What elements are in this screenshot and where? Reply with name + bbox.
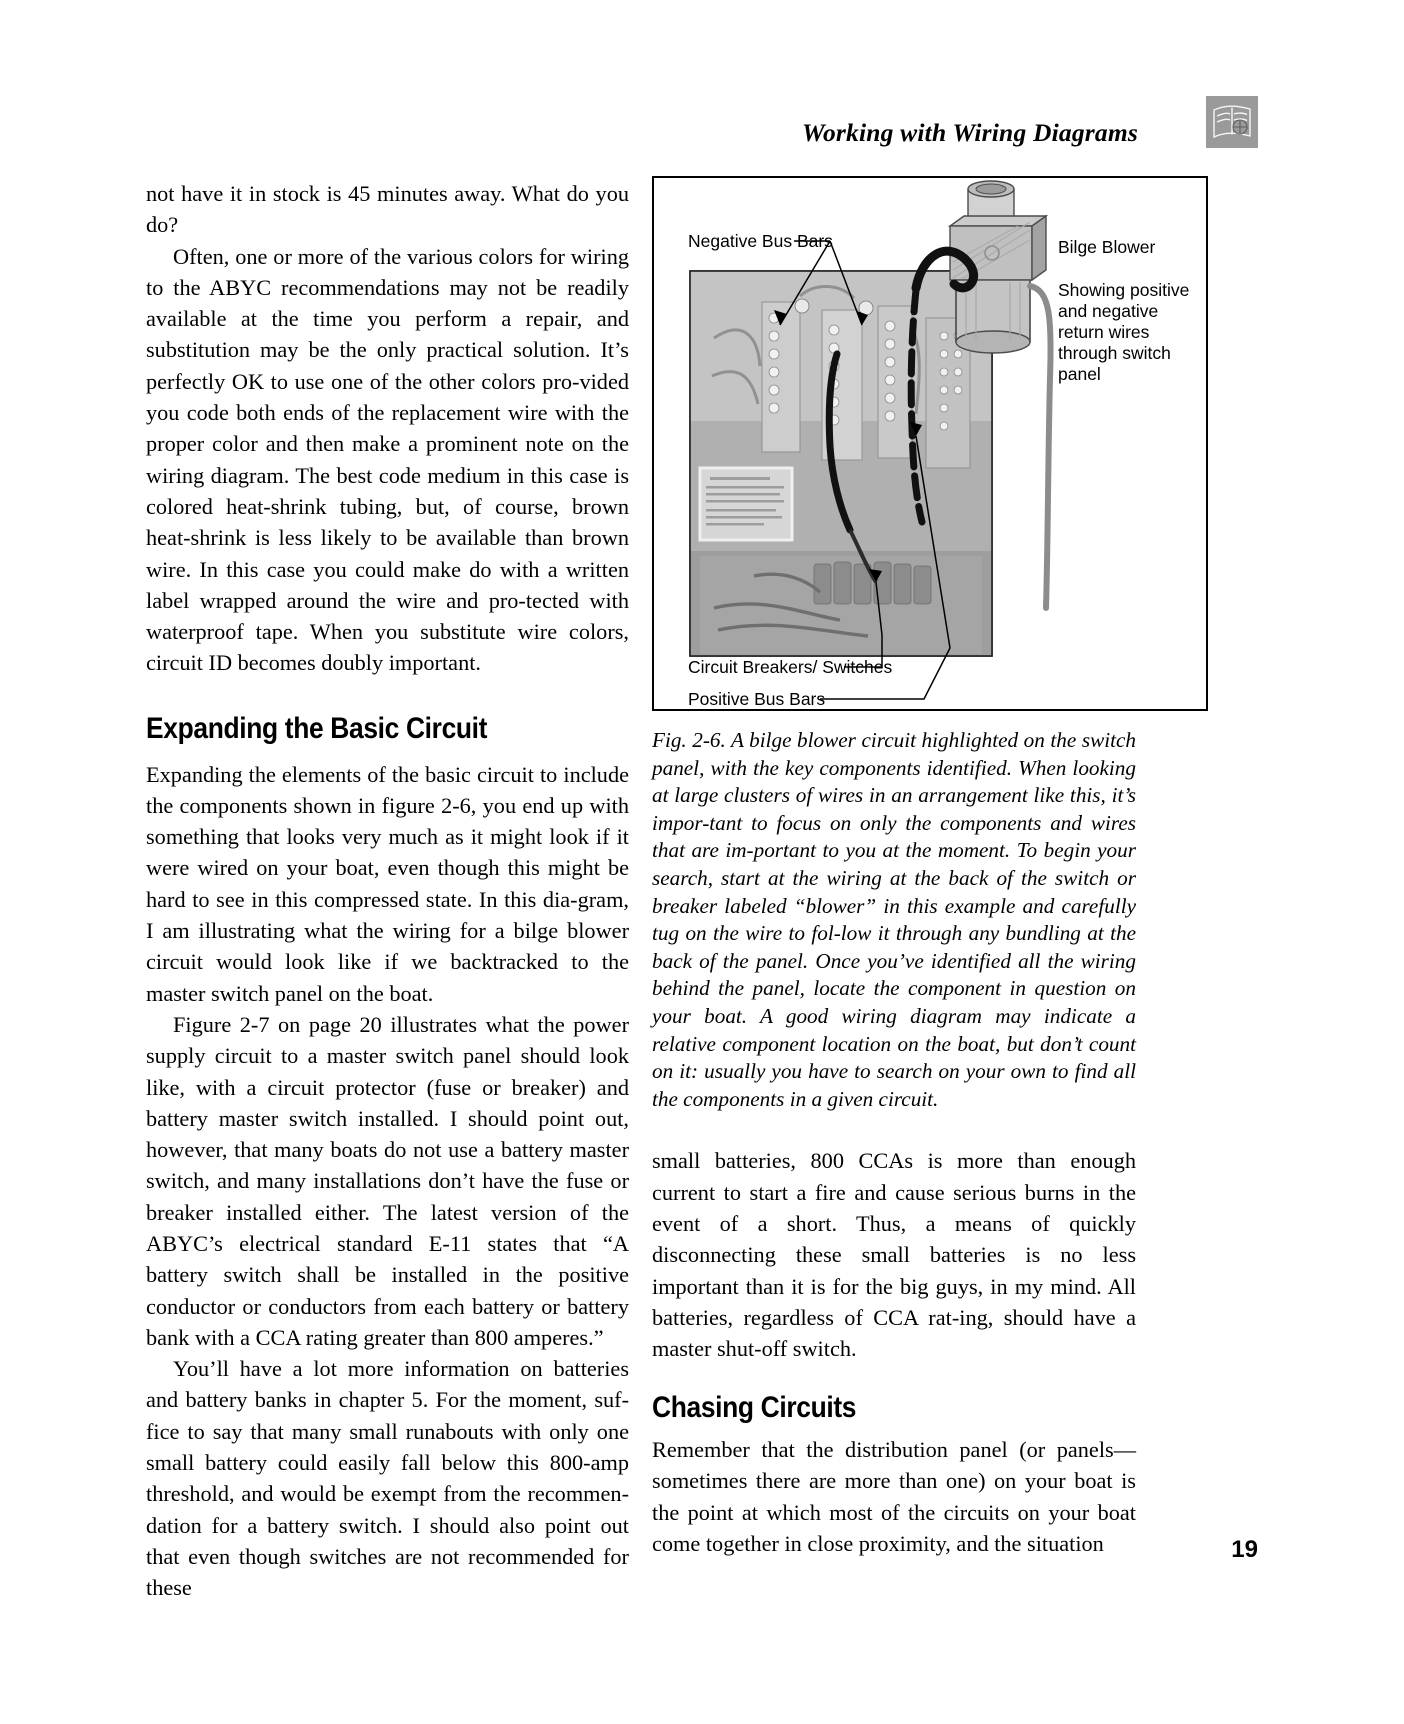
label-negative-bus-bars: Negative Bus Bars [688, 231, 833, 251]
page-number: 19 [1231, 1536, 1258, 1563]
figure-illustration [654, 178, 1206, 709]
label-positive-bus-bars: Positive Bus Bars [688, 689, 826, 709]
section-heading-expanding-the-basic-circuit: Expanding the Basic Circuit [146, 711, 488, 745]
paragraph: You’ll have a lot more information on batteries and battery banks in chapter 5. For the moment, suf-fice to say that many small runabouts with only one small battery could easily fall below this 800-amp threshold, and would be exempt from the recommen-dation for a battery switch. I should also point out that even though switches are not recommended for these [146, 1356, 629, 1601]
figure-caption: Fig. 2-6. A bilge blower circuit highlighted on the switch panel, with the key components identified. When looking at large clusters of wires in an arrangement like this, it’s impor-tant to focus on only the components and wires that are im-portant to you at the moment. To begin your search, start at the wiring at the back of the switch or breaker labeled “blower” in this example and carefully tug on the wire to fol-low it through any bundling at the back of the panel. Once you’ve identified all the wiring behind the panel, locate the component in question on your boat. A good wiring diagram may indicate a relative component location on the boat, but don’t count on it: usually you have to search on your own to find all the components in a given circuit. [652, 728, 1136, 1111]
paragraph: Often, one or more of the various colors for wiring to the ABYC recommendations may not be readily available at the time you perform a repair, and substitution may be the only practical solution. It’s perfectly OK to use one of the other colors pro-vided you code both ends of the replacement wire with the proper color and then make a prominent note on the wiring diagram. The best code medium in this case is colored heat-shrink tubing, but, of course, brown heat-shrink is less likely to be available than brown wire. In this case you could make do with a written label wrapped around the wire and pro-tected with waterproof tape. When you substitute wire colors, circuit ID becomes doubly important. [146, 243, 629, 676]
label-bilge-blower-note: Showing positive and negative return wires through switch panel [1058, 280, 1190, 384]
running-header [146, 118, 1258, 162]
label-bilge-blower: Bilge Blower [1058, 237, 1156, 257]
book-compass-logo-icon [1206, 96, 1258, 148]
paragraph: small batteries, 800 CCAs is more than enough current to start a fire and cause serious burns in the event of a short. Thus, a means of quickly disconnecting these small batteries is no less important than it is for the big guys, in my mind. All batteries, regardless of CCA rat-ing, should have a master shut-off switch. [652, 1148, 1136, 1362]
label-circuit-breakers-switches: Circuit Breakers/ Switches [688, 657, 893, 677]
paragraph: Remember that the distribution panel (or panels—sometimes there are more than one) on your boat is the point at which most of the circuits on your boat come together in close proximity, and the situation [652, 1437, 1136, 1557]
paragraph: not have it in stock is 45 minutes away. What do you do? [146, 181, 629, 238]
section-heading-chasing-circuits: Chasing Circuits [652, 1391, 857, 1425]
figure-2-6 [652, 176, 1208, 711]
paragraph: Expanding the elements of the basic circuit to include the components shown in figure 2-6, you end up with something that looks very much as it might look if it were wired on your boat, even though this might be hard to see in this compressed state. In this dia-gram, I am illustrating what the wiring for a bilge blower circuit would look like if we backtracked to the master switch panel on the boat. [146, 761, 629, 1006]
right-text-column [652, 718, 1136, 1559]
switch-panel-photo [690, 271, 992, 656]
left-text-column [146, 178, 629, 1604]
paragraph: Figure 2-7 on page 20 illustrates what the power supply circuit to a master switch panel should look like, with a circuit protector (fuse or breaker) and battery master switch installed. I should point out, however, that many boats do not use a battery master switch, and many installations don’t have the fuse or breaker installed either. The latest version of the ABYC’s electrical standard E-11 states that “A battery switch shall be installed in the positive conductor or conductors from each battery or battery bank with a CCA rating greater than 800 amperes.” [146, 1011, 629, 1350]
page-title: Working with Wiring Diagrams [801, 118, 1138, 147]
